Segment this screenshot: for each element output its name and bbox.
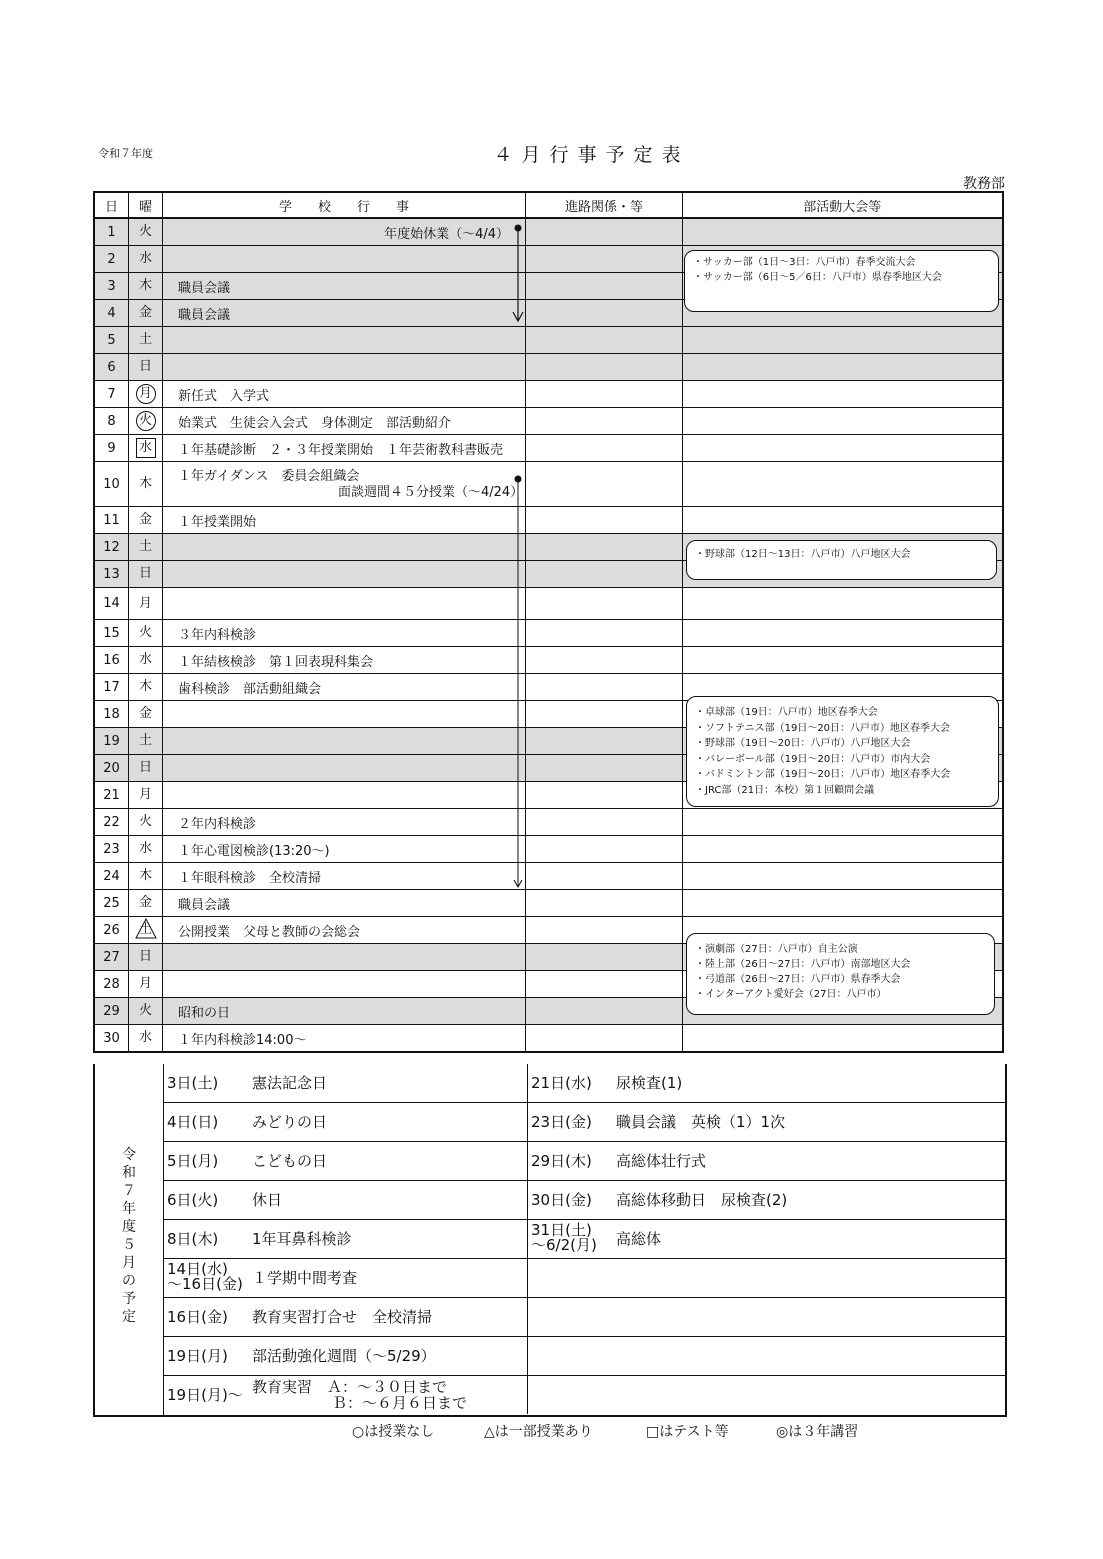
- club-note-line: ・バドミントン部（19日～20日：八戸市）地区春季大会: [695, 769, 951, 780]
- event-text: 職員会議: [178, 280, 231, 296]
- may-right-cell: [528, 1220, 1007, 1258]
- may-date: 19日(月)～: [167, 1386, 243, 1404]
- day-cell: 12: [94, 534, 129, 561]
- event-text: １年基礎診断 ２・３年授業開始 １年芸術教科書販売: [178, 442, 504, 458]
- day-cell: 4: [94, 300, 129, 327]
- may-text: 職員会議 英検（1）1次: [616, 1113, 786, 1131]
- day-cell: 7: [94, 381, 129, 408]
- may-date: 5日(月): [167, 1152, 219, 1170]
- may-row: [164, 1064, 1007, 1103]
- may-left-cell: [164, 1103, 528, 1141]
- event-text: 職員会議: [178, 897, 231, 913]
- event-text: 始業式 生徒会入会式 身体測定 部活動紹介: [178, 415, 452, 431]
- may-schedule: [93, 1064, 1007, 1417]
- weekday-label: 水: [136, 438, 156, 458]
- department-label: 教務部: [963, 176, 1005, 192]
- page-title: ４月行事予定表: [493, 144, 690, 166]
- may-date: 31日(土) ～6/2(月): [531, 1221, 597, 1254]
- weekday-label: 水: [138, 652, 152, 667]
- day-cell: 16: [94, 647, 129, 674]
- event-text: 歯科検診 部活動組織会: [178, 681, 322, 697]
- may-date: 23日(金): [531, 1113, 592, 1131]
- weekday-label: 木: [138, 679, 152, 694]
- may-right-cell: [528, 1298, 1007, 1336]
- may-left-cell: [164, 1259, 528, 1297]
- event-text: １年眼科検診 全校清掃: [178, 870, 322, 886]
- weekday-label: 金: [138, 305, 152, 320]
- day-cell: 28: [94, 971, 129, 998]
- day-cell: 6: [94, 354, 129, 381]
- weekday-label: 火: [138, 625, 152, 640]
- may-date: 6日(火): [167, 1191, 219, 1209]
- header-career: 進路関係・等: [526, 192, 683, 218]
- may-text: 高総体: [616, 1230, 662, 1248]
- club-note-line: ・野球部（12日～13日：八戸市）八戸地区大会: [695, 549, 911, 560]
- day-cell: 1: [94, 218, 129, 246]
- era-label: 令和７年度: [98, 147, 153, 160]
- may-text: 部活動強化週間（～5/29）: [252, 1347, 436, 1365]
- may-left-cell: [164, 1376, 528, 1414]
- may-side-label: 令和７年度 ５月の予定: [122, 1147, 150, 1325]
- club-note-3: [686, 696, 999, 807]
- legend-no-class: ○は授業なし: [352, 1424, 435, 1440]
- may-date: 3日(土): [167, 1074, 219, 1092]
- may-text: 教育実習 Ａ：～３０日まで Ｂ：～６月６日まで: [252, 1378, 468, 1412]
- may-text: 高総体移動日 尿検査(2): [616, 1191, 788, 1209]
- weekday-label: 火: [138, 1003, 152, 1018]
- day-cell: 30: [94, 1025, 129, 1053]
- event-text: 職員会議: [178, 307, 231, 323]
- event-text: ２年内科検診: [178, 816, 257, 832]
- may-left-cell: [164, 1064, 528, 1102]
- may-row: [164, 1337, 1007, 1376]
- club-note-line: ・サッカー部（1日～3日：八戸市）春季交流大会: [693, 257, 916, 268]
- club-note-line: ・インターアクト愛好会（27日：八戸市）: [695, 989, 887, 1000]
- weekday-label: 月: [138, 787, 152, 802]
- club-note-line: ・卓球部（19日：八戸市）地区春季大会: [695, 707, 878, 718]
- day-cell: 8: [94, 408, 129, 435]
- header-day: 日: [94, 192, 129, 218]
- club-note-1: [684, 250, 999, 312]
- may-text: みどりの日: [252, 1113, 328, 1131]
- day-cell: 18: [94, 701, 129, 728]
- weekday-label: 金: [138, 512, 152, 527]
- weekday-label: 月: [138, 976, 152, 991]
- club-note-line: ・陸上部（26日～27日：八戸市）南部地区大会: [695, 959, 911, 970]
- may-right-cell: [528, 1376, 1007, 1414]
- day-cell: 26: [94, 917, 129, 944]
- weekday-label: 土: [138, 922, 152, 937]
- header-clubs: 部活動大会等: [683, 192, 1003, 218]
- day-cell: 15: [94, 620, 129, 647]
- may-text: こどもの日: [252, 1152, 328, 1170]
- header-events: 学 校 行 事: [163, 192, 526, 218]
- event-text: １年内科検診14:00～: [178, 1032, 307, 1048]
- event-text: ３年内科検診: [178, 627, 257, 643]
- weekday-label: 金: [138, 895, 152, 910]
- may-date: 30日(金): [531, 1191, 592, 1209]
- may-side-label-cell: [95, 1064, 164, 1415]
- may-row: [164, 1220, 1007, 1259]
- may-right-cell: [528, 1103, 1007, 1141]
- may-date: 4日(日): [167, 1113, 219, 1131]
- event-text: 年度始休業（～4/4）: [384, 226, 509, 242]
- may-text: 教育実習打合せ 全校清掃: [252, 1308, 433, 1326]
- may-date: 14日(水) ～16日(金): [167, 1260, 243, 1293]
- weekday-label: 月: [136, 384, 156, 404]
- weekday-label: 土: [138, 332, 152, 347]
- event-text: 新任式 入学式: [178, 388, 270, 404]
- weekday-label: 火: [138, 224, 152, 239]
- event-text: １年授業開始: [178, 514, 257, 530]
- weekday-label: 木: [138, 278, 152, 293]
- may-right-cell: [528, 1064, 1007, 1102]
- may-left-cell: [164, 1298, 528, 1336]
- may-text: １学期中間考査: [252, 1269, 358, 1287]
- day-cell: 3: [94, 273, 129, 300]
- day-cell: 21: [94, 782, 129, 809]
- may-date: 21日(水): [531, 1074, 592, 1092]
- may-left-cell: [164, 1337, 528, 1375]
- may-right-cell: [528, 1142, 1007, 1180]
- weekday-label: 水: [138, 1030, 152, 1045]
- weekday-label: 日: [138, 566, 152, 581]
- weekday-label: 火: [136, 411, 156, 431]
- day-cell: 11: [94, 507, 129, 534]
- event-text: 昭和の日: [178, 1005, 231, 1021]
- may-right-cell: [528, 1337, 1007, 1375]
- day-cell: 17: [94, 674, 129, 701]
- may-text: 1年耳鼻科検診: [252, 1230, 352, 1248]
- may-text: 休日: [252, 1191, 283, 1209]
- weekday-label: 土: [138, 539, 152, 554]
- may-date: 16日(金): [167, 1308, 228, 1326]
- may-right-cell: [528, 1259, 1007, 1297]
- may-row: [164, 1298, 1007, 1337]
- weekday-label: 水: [138, 841, 152, 856]
- weekday-label: 火: [138, 814, 152, 829]
- weekday-label: 水: [138, 251, 152, 266]
- may-left-cell: [164, 1181, 528, 1219]
- weekday-label: 木: [138, 868, 152, 883]
- weekday-label: 日: [138, 949, 152, 964]
- may-row: [164, 1103, 1007, 1142]
- header-weekday: 曜: [129, 192, 163, 218]
- day-cell: 13: [94, 561, 129, 588]
- weekday-label: 月: [138, 595, 152, 611]
- day-cell: 24: [94, 863, 129, 890]
- day-cell: 23: [94, 836, 129, 863]
- event-text: １年結核検診 第１回表現科集会: [178, 654, 374, 670]
- day-cell: 9: [94, 435, 129, 462]
- may-date: 19日(月): [167, 1347, 228, 1365]
- legend-test: □はテスト等: [646, 1424, 729, 1440]
- may-text: 高総体壮行式: [616, 1152, 707, 1170]
- legend-partial-class: △は一部授業あり: [484, 1424, 593, 1440]
- may-row: [164, 1376, 1007, 1415]
- day-cell: 27: [94, 944, 129, 971]
- event-text: １年ガイダンス 委員会組織会: [178, 469, 360, 484]
- weekday-label: 土: [138, 733, 152, 748]
- club-note-line: ・ソフトテニス部（19日～20日：八戸市）地区春季大会: [695, 722, 951, 734]
- day-cell: 20: [94, 755, 129, 782]
- club-note-line: ・JRC部（21日：本校）第１回顧問会議: [695, 784, 875, 796]
- club-note-line: ・野球部（19日～20日：八戸市）八戸地区大会: [695, 738, 911, 749]
- day-cell: 25: [94, 890, 129, 917]
- club-note-line: ・サッカー部（6日～5／6日：八戸市）県春季地区大会: [693, 272, 942, 283]
- day-cell: 14: [94, 588, 129, 620]
- day-cell: 29: [94, 998, 129, 1025]
- club-note-line: ・バレーボール部（19日～20日：八戸市）市内大会: [695, 753, 931, 765]
- club-note-4: [686, 933, 995, 1015]
- day-cell: 10: [94, 462, 129, 507]
- event-text-2: 面談週間４５分授業（～4/24）: [338, 485, 524, 500]
- club-note-2: [686, 540, 997, 580]
- weekday-label: 日: [138, 359, 152, 374]
- may-date: 8日(木): [167, 1230, 219, 1248]
- day-cell: 5: [94, 327, 129, 354]
- may-row: [164, 1142, 1007, 1181]
- may-text: 尿検査(1): [616, 1074, 683, 1092]
- weekday-label: 日: [138, 760, 152, 775]
- may-left-cell: [164, 1142, 528, 1180]
- may-right-cell: [528, 1181, 1007, 1219]
- may-date: 29日(木): [531, 1152, 592, 1170]
- day-cell: 19: [94, 728, 129, 755]
- may-row: [164, 1259, 1007, 1298]
- day-cell: 22: [94, 809, 129, 836]
- may-left-cell: [164, 1220, 528, 1258]
- may-row: [164, 1181, 1007, 1220]
- event-text: 公開授業 父母と教師の会総会: [178, 924, 361, 940]
- day-cell: 2: [94, 246, 129, 273]
- club-note-line: ・演劇部（27日：八戸市）自主公演: [695, 944, 858, 955]
- weekday-label: 金: [138, 706, 152, 721]
- legend-third-year: ◎は３年講習: [776, 1424, 859, 1440]
- weekday-label: 木: [138, 476, 152, 491]
- may-text: 憲法記念日: [252, 1074, 328, 1092]
- club-note-line: ・弓道部（26日～27日：八戸市）県春季大会: [695, 974, 901, 985]
- event-text: １年心電図検診(13:20～): [178, 843, 330, 859]
